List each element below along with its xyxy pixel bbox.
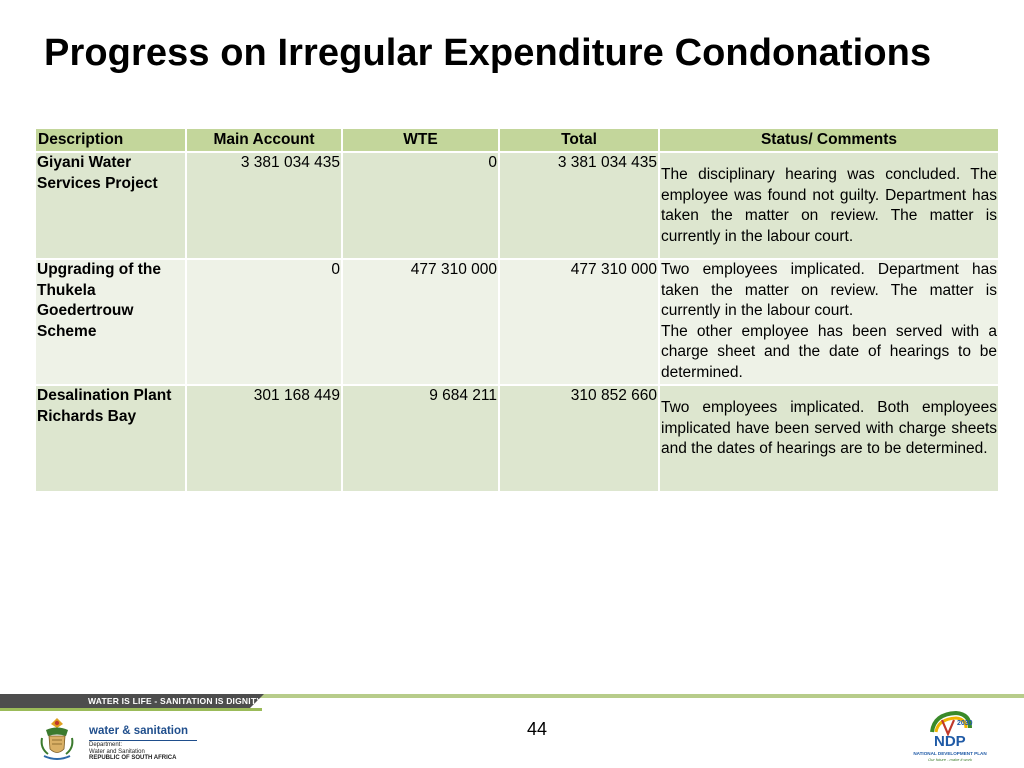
- cell-main-account: 0: [186, 259, 342, 385]
- cell-description: Desalination Plant Richards Bay: [35, 385, 186, 492]
- footer-slogan: WATER IS LIFE - SANITATION IS DIGNITY: [88, 696, 263, 706]
- table-row: [35, 259, 999, 385]
- status-paragraph: Two employees implicated. Both employees implicated have been served with charge sheets and the dates of hearings are to be determined.: [661, 399, 997, 457]
- slide-title: Progress on Irregular Expenditure Condonations: [44, 32, 932, 74]
- col-header-description: Description: [35, 128, 186, 152]
- cell-status: [659, 259, 999, 385]
- cell-main-account: 3 381 034 435: [186, 152, 342, 259]
- ndp-name: NATIONAL DEVELOPMENT PLAN: [913, 751, 987, 756]
- cell-main-account: 301 168 449: [186, 385, 342, 492]
- cell-wte: 477 310 000: [342, 259, 499, 385]
- cell-status: [659, 152, 999, 259]
- cell-status: [659, 385, 999, 492]
- page-number: 44: [526, 719, 548, 739]
- cell-wte: 0: [342, 152, 499, 259]
- status-paragraph: The disciplinary hearing was concluded. The employee was found not guilty. Department has taken the matter on review. The matter is currently in the labour court.: [661, 166, 997, 245]
- col-header-total: Total: [499, 128, 659, 152]
- col-header-wte: WTE: [342, 128, 499, 152]
- department-rule: [89, 740, 197, 741]
- ndp-year: 2030: [957, 720, 973, 727]
- cell-total: 3 381 034 435: [499, 152, 659, 259]
- table-row: [35, 385, 999, 492]
- col-header-main-account: Main Account: [186, 128, 342, 152]
- expenditure-table: [34, 127, 1000, 493]
- department-logo: [36, 716, 206, 764]
- coat-of-arms-icon: [36, 716, 78, 762]
- cell-total: 477 310 000: [499, 259, 659, 385]
- ndp-acronym: NDP: [934, 733, 966, 750]
- table-header-row: [35, 128, 999, 152]
- status-paragraph: Two employees implicated. Department has taken the matter on review. The matter is currently in the labour court.: [661, 261, 997, 319]
- footer-green-stripe: [0, 708, 262, 711]
- ndp-emblem-icon: [926, 710, 974, 750]
- ndp-logo: [910, 710, 990, 766]
- status-paragraph: The other employee has been served with a charge sheet and the date of hearings to be determined.: [661, 322, 997, 381]
- department-line-2: Water and Sanitation: [89, 748, 145, 755]
- footer-light-stripe: [240, 694, 1024, 698]
- department-name: water & sanitation: [89, 725, 189, 737]
- department-line-1: Department:: [89, 742, 123, 748]
- cell-description: Giyani Water Services Project: [35, 152, 186, 259]
- table-row: [35, 152, 999, 259]
- cell-wte: 9 684 211: [342, 385, 499, 492]
- col-header-status: Status/ Comments: [659, 128, 999, 152]
- ndp-tagline: Our future - make it work: [927, 757, 972, 762]
- cell-description: Upgrading of the Thukela Goedertrouw Scheme: [35, 259, 186, 385]
- cell-total: 310 852 660: [499, 385, 659, 492]
- department-line-3: REPUBLIC OF SOUTH AFRICA: [89, 755, 177, 761]
- footer-band: [0, 694, 1024, 714]
- department-subtitle: [89, 742, 176, 762]
